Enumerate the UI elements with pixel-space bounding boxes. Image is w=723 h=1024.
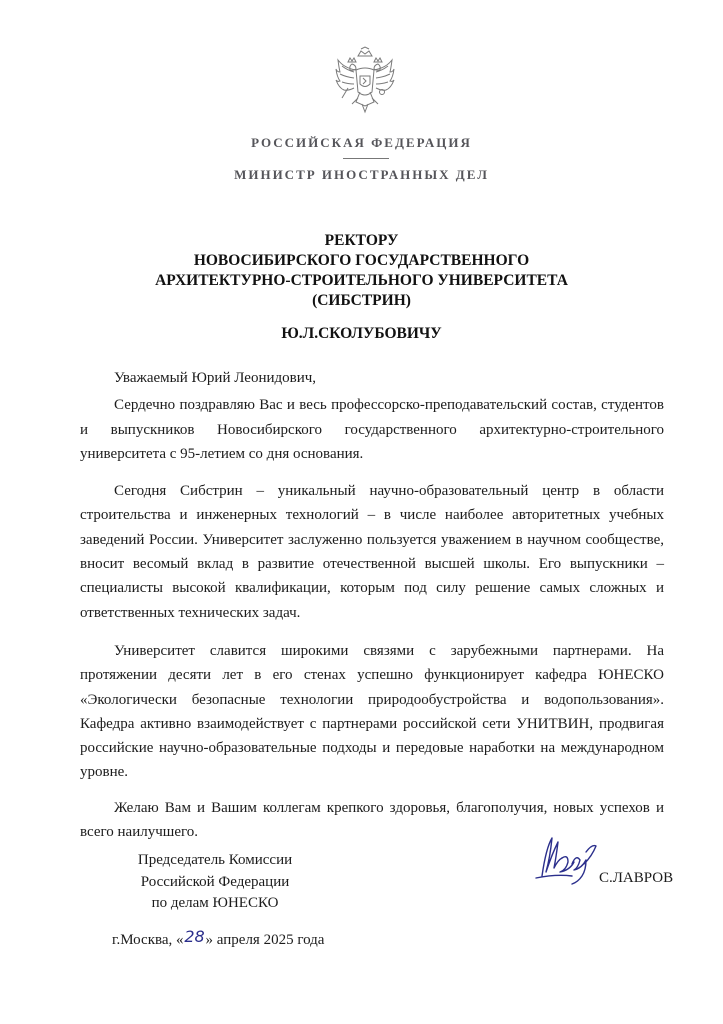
greeting: Уважаемый Юрий Леонидович,	[114, 370, 317, 386]
signatory-title-line: Председатель Комиссии	[137, 852, 293, 868]
date-prefix: г.Москва, «	[112, 932, 184, 948]
letter-body	[80, 366, 664, 857]
recipient-name: Ю.Л.СКОЛУБОВИЧУ	[281, 325, 442, 342]
coat-of-arms-emblem	[334, 46, 396, 116]
letter-paragraph: Сердечно поздравляю Вас и весь профессорско-преподавательский состав, студентов и выпускников Новосибирского государственного архитектурно-строительного университета с 95-летием со дня основания.	[80, 397, 664, 462]
signer-name: С.ЛАВРОВ	[599, 870, 674, 886]
place-and-date	[112, 929, 324, 949]
handwritten-signature	[532, 826, 606, 896]
addressee-line: РЕКТОРУ	[324, 232, 399, 249]
addressee-line: НОВОСИБИРСКОГО ГОСУДАРСТВЕННОГО	[193, 252, 530, 269]
signatory-title-line: по делам ЮНЕСКО	[151, 895, 279, 911]
addressee-line: (СИБСТРИН)	[312, 292, 411, 309]
letter-paragraph: Университет славится широкими связями с зарубежными партнерами. На протяжении десяти лет в его стенах успешно функционирует кафедра ЮНЕСКО «Экологически безопасные технологии природообустройства и водопользования». Кафедра активно взаимодействует с партнерами российской сети УНИТВИН, продвигая российские научно-образовательные подходы и передовые наработки на международном уровне.	[80, 642, 664, 781]
country-heading: РОССИЙСКАЯ ФЕДЕРАЦИЯ	[251, 135, 472, 150]
signatory-title	[112, 850, 318, 915]
signatory-title-line: Российской Федерации	[140, 873, 290, 890]
date-suffix: » апреля 2025 года	[205, 932, 325, 948]
letter-paragraph: Сегодня Сибстрин – уникальный научно-образовательный центр в области строительства и инженерных технологий – в числе наиболее авторитетных учебных заведений России. Университет заслуженно пользуется уважением в научном сообществе, вносит весомый вклад в развитие отечественной высшей школы. Его выпускники – специалисты высокой квалификации, которым под силу решение самых сложных и ответственных технических задач.	[80, 483, 664, 621]
addressee-block	[0, 231, 723, 311]
letter-paragraph: Желаю Вам и Вашим коллегам крепкого здоровья, благополучия, новых успехов и всего наилучшего.	[80, 799, 664, 841]
header-divider	[343, 158, 389, 159]
date-day-handwritten: 28	[184, 927, 205, 946]
addressee-line: АРХИТЕКТУРНО-СТРОИТЕЛЬНОГО УНИВЕРСИТЕТА	[155, 272, 568, 289]
office-heading: МИНИСТР ИНОСТРАННЫХ ДЕЛ	[234, 167, 489, 182]
